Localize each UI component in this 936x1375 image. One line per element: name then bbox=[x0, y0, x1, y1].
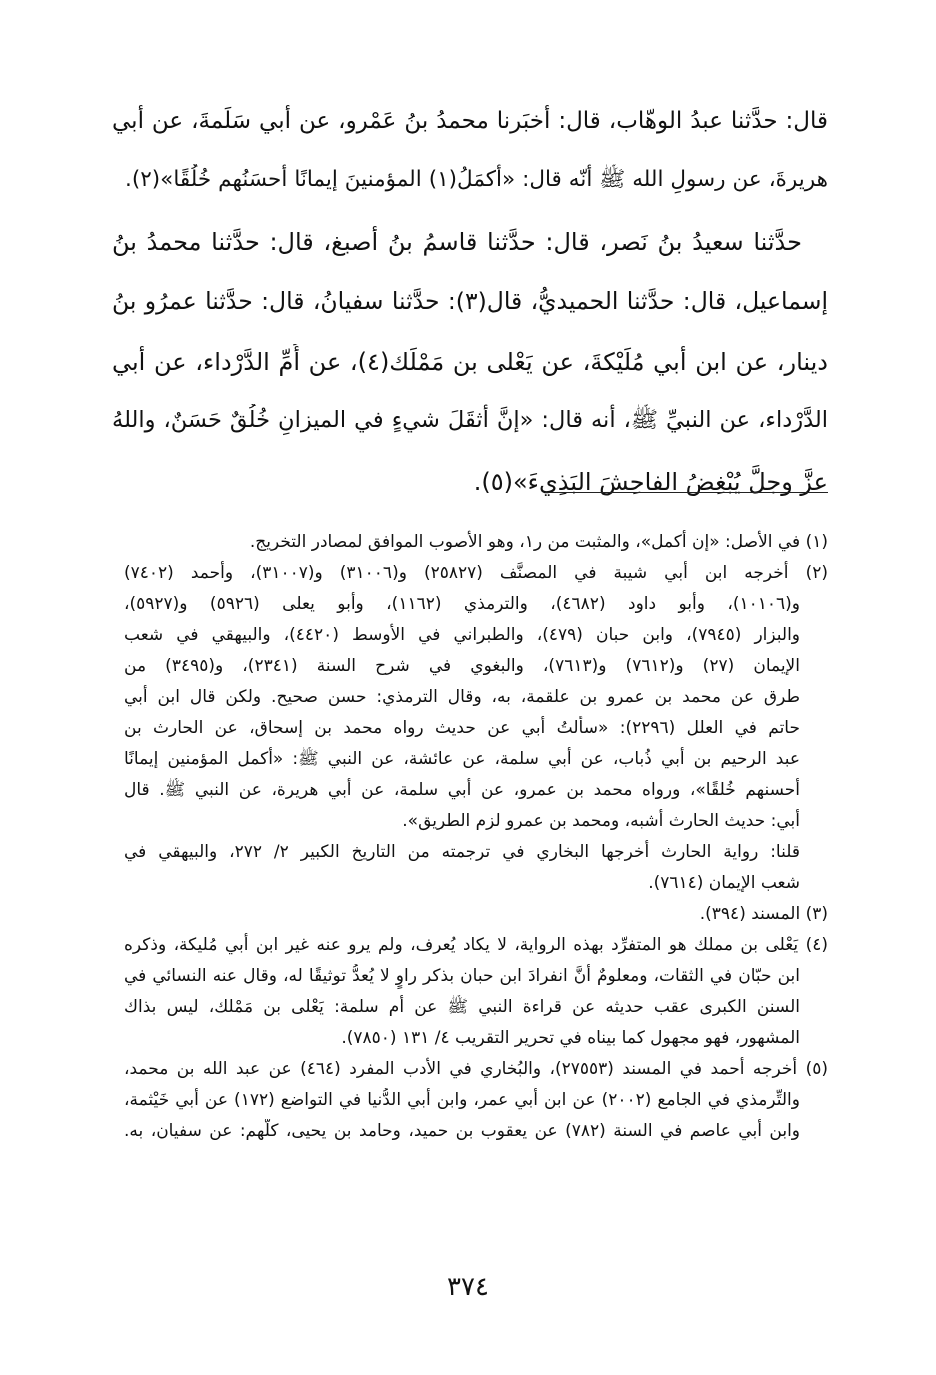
main-line: حدَّثنا سعيدُ بنُ نَصر، قال: حدَّثنا قاسمُ بنُ أصبغ، قال: حدَّثنا محمدُ بنُ bbox=[112, 228, 802, 256]
footnote-line: أبي: حديث الحارث أشبه، ومحمد بن عمرو لزم الطريق». bbox=[402, 811, 800, 831]
main-line: إسماعيل، قال: حدَّثنا الحميديُّ، قال(٣): حدَّثنا سفيانُ، قال: حدَّثنا عمرُو بنُ bbox=[112, 287, 828, 315]
main-line: قال: حدَّثنا عبدُ الوهّاب، قال: أخبَرنا محمدُ بنُ عَمْرو، عن أبي سَلَمةَ، عن أبي bbox=[112, 108, 828, 134]
footnote-line: (٣) المسند (٣٩٤). bbox=[699, 904, 828, 924]
page-number: ٣٧٤ bbox=[447, 1272, 489, 1302]
footnote-line: أحسنهم خُلقًا»، ورواه محمد بن عمرو، عن أبي سلمة، عن أبي هريرة، عن النبي ﷺ. قال bbox=[124, 780, 800, 800]
footnote-line: المشهور، فهو مجهول كما بيناه في تحرير التقريب ٤/ ١٣١ (٧٨٥٠). bbox=[341, 1028, 800, 1048]
footnote-line: (٥) أخرجه أحمد في المسند (٢٧٥٥٣)، والبُخاري في الأدب المفرد (٤٦٤) عن عبد الله بن محمد، bbox=[124, 1059, 828, 1079]
footnote-separator bbox=[545, 492, 828, 493]
main-line: هريرةَ، عن رسولِ الله ﷺ أنّه قال: «أكمَلُ(١) المؤمنينَ إيمانًا أحسَنُهم خُلُقًا»(٢). bbox=[125, 167, 828, 192]
footnote-line: وابن أبي عاصم في السنة (٧٨٢) عن يعقوب بن حميد، وحامد بن يحيى، كلُّهم: عن سفيان، به. bbox=[124, 1121, 800, 1141]
footnote-line: الإيمان (٢٧) و(٧٦١٢) و(٧٦١٣)، والبغوي في شرح السنة (٢٣٤١)، و(٣٤٩٥) من bbox=[124, 656, 800, 676]
footnote-line: شعب الإيمان (٧٦١٤). bbox=[648, 873, 800, 893]
footnote-line: (٢) أخرجه ابن أبي شيبة في المصنَّف (٢٥٨٢٧) و(٣١٠٠٦) و(٣١٠٠٧)، وأحمد (٧٤٠٢) bbox=[124, 563, 828, 583]
footnote-line: قلنا: رواية الحارث أخرجها البخاري في ترجمته من التاريخ الكبير ٢/ ٢٧٢، والبيهقي في bbox=[124, 842, 800, 862]
main-line: دينار، عن ابن أبي مُلَيْكةَ، عن يَعْلى بن مَمْلَك(٤)، عن أُمِّ الدَّرْداء، عن أبي bbox=[112, 348, 828, 376]
footnote-line: ابن حبّان في الثقات، ومعلومٌ أنَّ انفرادَ ابن حبان بذكر راوٍ لا يُعدُّ توثيقًا له، وقال عنه النسائي في bbox=[124, 966, 800, 986]
footnote-line: طرق عن محمد بن عمرو بن علقمة، به، وقال الترمذي: حسن صحيح. ولكن قال ابن أبي bbox=[124, 687, 800, 707]
main-line: الدَّرْداء، عن النبيِّ ﷺ، أنه قال: «إنَّ أثقَلَ شيءٍ في الميزانِ خُلُقٌ حَسَنٌ، واللهُ bbox=[112, 407, 828, 433]
main-line: عزَّ وجلَّ يُبْغِضُ الفاحِشَ البَذِيءَ»(٥). bbox=[473, 468, 828, 496]
footnote-line: والتِّرمذي في الجامع (٢٠٠٢) عن ابن أبي عمر، وابن أبي الدُّنيا في التواضع (١٧٢) عن أبي خَيْثمة، bbox=[124, 1090, 800, 1110]
footnote-line: (١) في الأصل: «إن أكمل»، والمثبت من ر١، وهو الأصوب الموافق لمصادر التخريج. bbox=[249, 532, 828, 552]
footnote-line: (٤) يَعْلى بن مملك هو المتفرِّد بهذه الرواية، لا يكاد يُعرف، ولم يرو عنه غير ابن أبي مُليكة، وذكره bbox=[124, 935, 828, 955]
footnote-line: السنن الكبرى عقب حديثه عن قراءة النبي ﷺ عن أم سلمة: يَعْلى بن مَمْلك، ليس بذاك bbox=[124, 997, 800, 1017]
footnote-line: عبد الرحيم بن أبي ذُباب، عن أبي سلمة، عن عائشة، عن النبي ﷺ: «أكمل المؤمنين إيمانًا bbox=[124, 749, 800, 769]
footnote-line: و(١٠١٠٦)، وأبو داود (٤٦٨٢)، والترمذي (١١٦٢)، وأبو يعلى (٥٩٢٦) و(٥٩٢٧)، bbox=[124, 594, 800, 614]
footnote-line: والبزار (٧٩٤٥)، وابن حبان (٤٧٩)، والطبراني في الأوسط (٤٤٢٠)، والبيهقي في شعب bbox=[124, 625, 800, 645]
footnote-line: حاتم في العلل (٢٢٩٦): «سألتُ أبي عن حديث رواه محمد بن إسحاق، عن الحارث بن bbox=[124, 718, 800, 738]
